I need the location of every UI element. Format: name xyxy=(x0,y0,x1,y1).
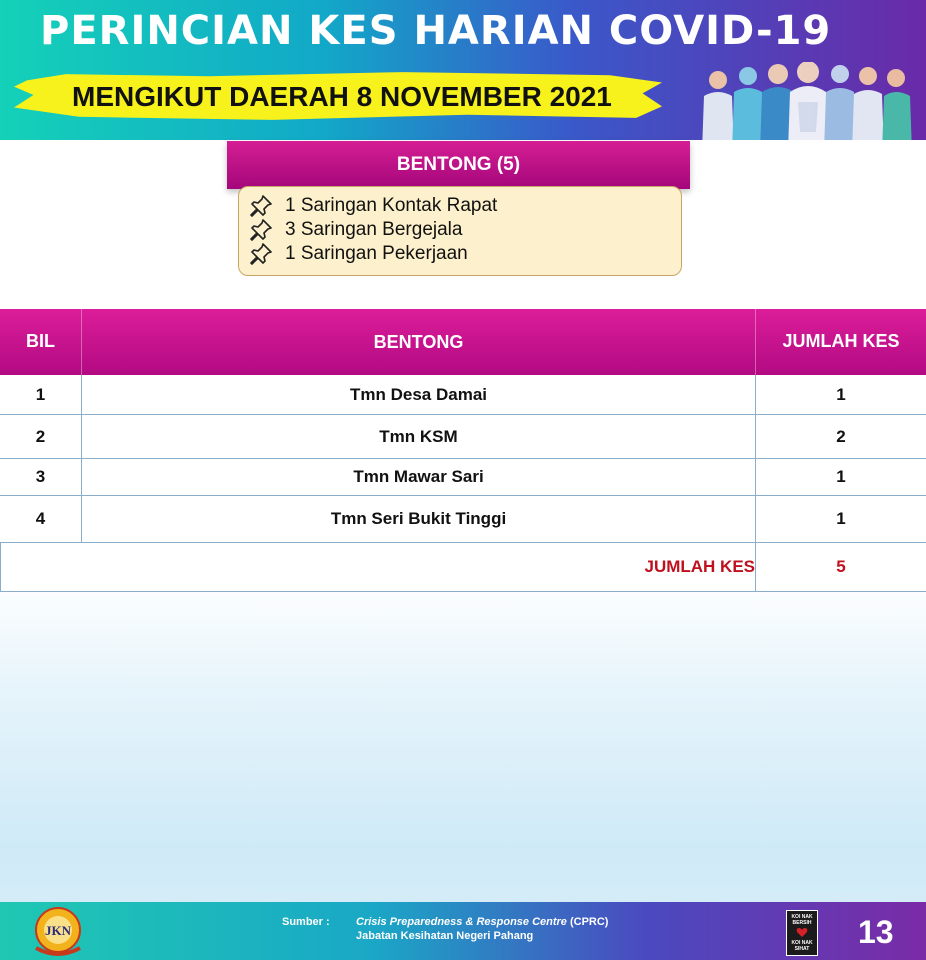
cell-count: 2 xyxy=(836,426,846,446)
page-subtitle: MENGIKUT DAERAH 8 NOVEMBER 2021 xyxy=(72,81,612,112)
table-row xyxy=(0,415,926,459)
summary-card xyxy=(238,186,682,276)
source-department: Jabatan Kesihatan Negeri Pahang xyxy=(356,930,534,942)
healthcare-workers-illustration xyxy=(690,62,926,140)
total-label: JUMLAH KES xyxy=(644,557,755,576)
summary-item-text: 1 Saringan Pekerjaan xyxy=(285,243,468,264)
heart-icon xyxy=(796,927,808,938)
jkn-logo xyxy=(30,904,86,958)
pushpin-icon xyxy=(249,218,273,242)
total-value: 5 xyxy=(836,557,846,576)
source-label: Sumber : xyxy=(282,916,330,928)
summary-item xyxy=(249,242,468,266)
badge-text: BERSIH xyxy=(792,920,812,926)
column-header-count: JUMLAH KES xyxy=(782,331,900,351)
cell-bil: 2 xyxy=(35,426,46,446)
source-org-name: Crisis Preparedness & Response Centre xyxy=(356,916,567,928)
cell-area: Tmn Desa Damai xyxy=(350,384,487,404)
cell-count: 1 xyxy=(836,509,846,528)
column-header-area: BENTONG xyxy=(373,331,464,352)
table-row xyxy=(0,459,926,496)
total-row xyxy=(0,543,926,592)
cell-bil: 4 xyxy=(35,509,46,528)
pushpin-icon xyxy=(249,194,273,218)
summary-item xyxy=(249,218,462,242)
page-number: 13 xyxy=(858,914,894,950)
badge-text: KOI NAK xyxy=(791,914,813,920)
cell-area: Tmn Seri Bukit Tinggi xyxy=(330,509,507,528)
summary-item-text: 3 Saringan Bergejala xyxy=(285,219,463,240)
column-header-bil: BIL xyxy=(26,331,55,351)
cell-count: 1 xyxy=(836,467,846,486)
summary-title-bar xyxy=(227,141,690,189)
summary-title: BENTONG (5) xyxy=(396,154,521,175)
cell-bil: 1 xyxy=(35,384,46,404)
table-row xyxy=(0,375,926,415)
summary-item xyxy=(249,194,497,218)
pushpin-icon xyxy=(249,242,273,266)
table-border xyxy=(0,543,1,591)
footer-bar xyxy=(0,902,926,960)
cell-bil: 3 xyxy=(35,467,46,486)
badge-text: KOI NAK xyxy=(791,940,813,946)
source-org-abbr: (CPRC) xyxy=(566,916,609,928)
summary-item-text: 1 Saringan Kontak Rapat xyxy=(285,195,498,216)
koi-nak-sihat-badge xyxy=(786,910,818,956)
table-header xyxy=(0,309,926,375)
source-org xyxy=(356,916,608,928)
header-banner xyxy=(0,0,926,140)
table-row xyxy=(0,496,926,543)
cell-area: Tmn Mawar Sari xyxy=(353,467,484,486)
cell-area: Tmn KSM xyxy=(379,426,458,446)
page-title: PERINCIAN KES HARIAN COVID-19 xyxy=(40,8,832,54)
badge-text: SIHAT xyxy=(794,946,810,952)
cell-count: 1 xyxy=(836,384,846,404)
svg-text:JKN: JKN xyxy=(45,923,71,938)
